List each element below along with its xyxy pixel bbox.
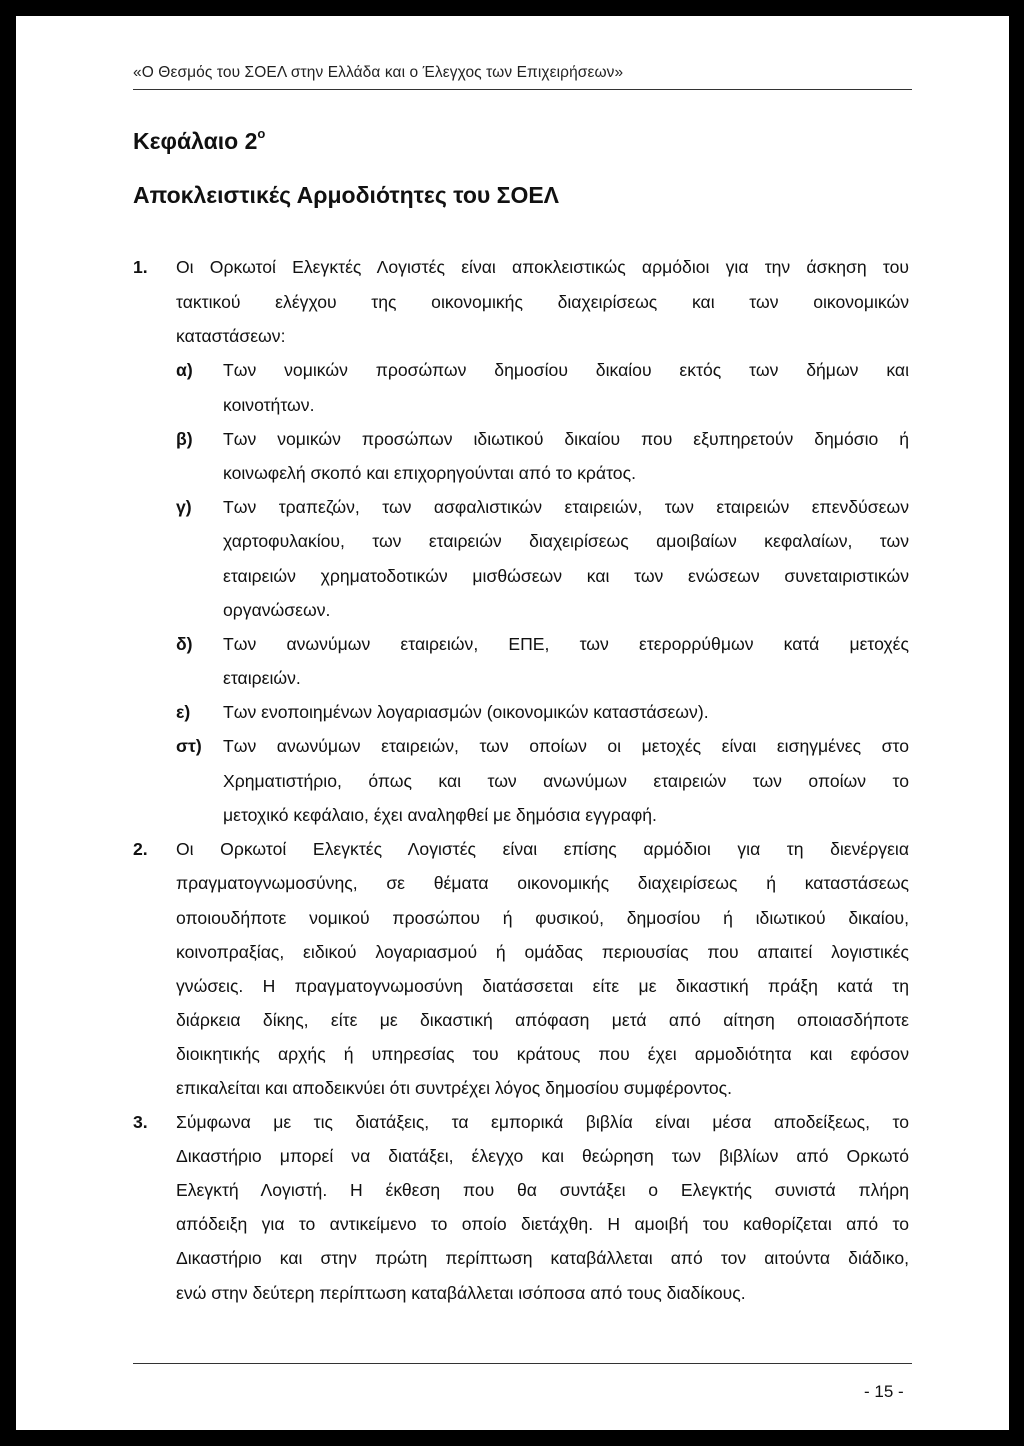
paragraph-line: πραγματογνωμοσύνης, σε θέματα οικονομικής διαχειρίσεως ή καταστάσεως xyxy=(176,873,909,893)
document-page xyxy=(16,16,1009,1430)
paragraph-line: διοικητικής αρχής ή υπηρεσίας του κράτους που έχει αρμοδιότητα και εφόσον xyxy=(176,1044,909,1064)
page-number: - 15 - xyxy=(864,1382,904,1401)
paragraph-line: Ελεγκτή Λογιστή. Η έκθεση που θα συντάξει ο Ελεγκτής συνιστά πλήρη xyxy=(176,1180,909,1200)
subitem-line: κοινωφελή σκοπό και επιχορηγούνται από το κράτος. xyxy=(223,463,636,483)
paragraph-line: επικαλείται και αποδεικνύει ότι συντρέχει λόγος δημοσίου συμφέροντος. xyxy=(176,1078,733,1098)
subitem-line: οργανώσεων. xyxy=(223,600,331,620)
subitem-line: κοινοτήτων. xyxy=(223,395,315,415)
paragraph-line: απόδειξη για το αντικείμενο το οποίο διετάχθη. Η αμοιβή του καθορίζεται από το xyxy=(176,1214,909,1234)
subitem-letter: στ) xyxy=(176,736,202,756)
subitem-letter: α) xyxy=(176,360,193,380)
chapter-superscript: ο xyxy=(257,126,266,142)
running-header: «Ο Θεσμός του ΣΟΕΛ στην Ελλάδα και ο Έλεγχος των Επιχειρήσεων» xyxy=(133,64,624,81)
subitem-line: εταιρειών χρηματοδοτικών μισθώσεων και των ενώσεων συνεταιριστικών xyxy=(223,566,909,586)
header-rule xyxy=(133,89,912,90)
paragraph-line: καταστάσεων: xyxy=(176,326,286,346)
item-number: 3. xyxy=(133,1112,148,1132)
paragraph-line: Σύμφωνα με τις διατάξεις, τα εμπορικά βιβλία είναι μέσα αποδείξεως, το xyxy=(176,1112,909,1132)
subitem-letter: γ) xyxy=(176,497,192,517)
subitem-line: μετοχικό κεφάλαιο, έχει αναληφθεί με δημόσια εγγραφή. xyxy=(223,805,657,825)
footer-rule xyxy=(133,1363,912,1364)
chapter-title: Αποκλειστικές Αρμοδιότητες του ΣΟΕΛ xyxy=(133,182,560,208)
paragraph-line: Οι Ορκωτοί Ελεγκτές Λογιστές είναι αποκλειστικώς αρμόδιοι για την άσκηση του xyxy=(176,257,909,277)
chapter-label xyxy=(133,128,265,155)
paragraph-line: οποιουδήποτε νομικού προσώπου ή φυσικού, δημοσίου ή ιδιωτικού δικαίου, xyxy=(176,908,909,928)
subitem-line: Των ανωνύμων εταιρειών, των οποίων οι μετοχές είναι εισηγμένες στο xyxy=(223,736,909,756)
paragraph-line: Δικαστήριο και στην πρώτη περίπτωση καταβάλλεται από τον αιτούντα διάδικο, xyxy=(176,1248,909,1268)
chapter-label-text: Κεφάλαιο 2 xyxy=(133,128,258,154)
subitem-line: χαρτοφυλακίου, των εταιρειών διαχειρίσεως αμοιβαίων κεφαλαίων, των xyxy=(223,531,909,551)
paragraph-line: Δικαστήριο μπορεί να διατάξει, έλεγχο και θεώρηση των βιβλίων από Ορκωτό xyxy=(176,1146,909,1166)
paragraph-line: ενώ στην δεύτερη περίπτωση καταβάλλεται ισόποσα από τους διαδίκους. xyxy=(176,1283,746,1303)
paragraph-line: Οι Ορκωτοί Ελεγκτές Λογιστές είναι επίσης αρμόδιοι για τη διενέργεια xyxy=(176,839,909,859)
paragraph-line: κοινοπραξίας, ειδικού λογαριασμού ή ομάδας περιουσίας που απαιτεί λογιστικές xyxy=(176,942,909,962)
subitem-letter: ε) xyxy=(176,702,191,722)
subitem-letter: β) xyxy=(176,429,193,449)
subitem-line: Χρηματιστήριο, όπως και των ανωνύμων εταιρειών των οποίων το xyxy=(223,771,909,791)
item-number: 2. xyxy=(133,839,148,859)
subitem-line: εταιρειών. xyxy=(223,668,301,688)
item-number: 1. xyxy=(133,257,148,277)
paragraph-line: διάρκεια δίκης, είτε με δικαστική απόφαση μετά από αίτηση οποιασδήποτε xyxy=(176,1010,909,1030)
subitem-line: Των νομικών προσώπων δημοσίου δικαίου εκτός των δήμων και xyxy=(223,360,909,380)
subitem-line: Των τραπεζών, των ασφαλιστικών εταιρειών, των εταιρειών επενδύσεων xyxy=(223,497,909,517)
paragraph-line: τακτικού ελέγχου της οικονομικής διαχειρίσεως και των οικονομικών xyxy=(176,292,909,312)
subitem-line: Των ενοποιημένων λογαριασμών (οικονομικών καταστάσεων). xyxy=(223,702,709,722)
subitem-letter: δ) xyxy=(176,634,193,654)
subitem-line: Των ανωνύμων εταιρειών, ΕΠΕ, των ετερορρύθμων κατά μετοχές xyxy=(223,634,909,654)
paragraph-line: γνώσεις. Η πραγματογνωμοσύνη διατάσσεται είτε με δικαστική πράξη κατά τη xyxy=(176,976,909,996)
subitem-line: Των νομικών προσώπων ιδιωτικού δικαίου που εξυπηρετούν δημόσιο ή xyxy=(223,429,909,449)
